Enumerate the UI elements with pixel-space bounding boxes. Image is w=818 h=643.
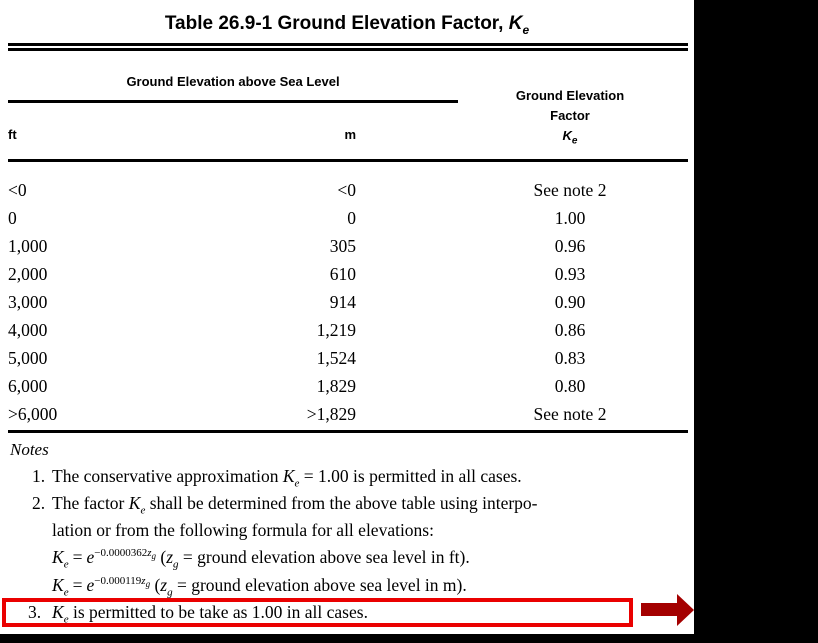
table-row: 5,000 1,524 0.83	[8, 348, 586, 368]
right-black-bar	[694, 0, 818, 643]
notes-heading: Notes	[10, 440, 49, 459]
column-header-m: m	[344, 127, 356, 142]
column-header-ft: ft	[8, 127, 17, 142]
table-row: 3,000 914 0.90	[8, 292, 586, 312]
table-row: 0 0 1.00	[8, 208, 586, 228]
elevation-table-body	[8, 176, 695, 428]
note-1: 1. The conservative approximation $K_e = 1.00$ is permitted in all cases.	[32, 466, 522, 490]
group-header-rule	[8, 100, 458, 103]
bottom-black-bar	[0, 634, 818, 643]
arrow-right-icon	[677, 594, 694, 626]
note-2-line-1: 2. The factor $K_e$ shall be determined from the above table using interpo-	[32, 493, 538, 517]
table-row: 2,000 610 0.93	[8, 264, 586, 284]
table-bottom-rule	[8, 430, 688, 433]
note-2-formula-m: $K_e = e^{-0.000119z_g}$ ($z_g$ = ground elevation above sea level in m).	[52, 575, 467, 599]
note-2-formula-ft: $K_e = e^{-0.0000362z_g}$ ($z_g$ = ground elevation above sea level in ft).	[52, 547, 470, 571]
factor-column-header: Ground Elevation Factor $K_e$	[515, 88, 625, 147]
table-row: 1,000 305 0.96	[8, 236, 586, 256]
table-top-double-rule	[8, 43, 688, 51]
table-row: <0 <0 See note 2	[8, 180, 607, 200]
table-row: 6,000 1,829 0.80	[8, 376, 586, 396]
arrow-right-icon	[641, 603, 678, 616]
note-2-line-2: lation or from the following formula for all elevations:	[52, 520, 434, 540]
column-group-header: Ground Elevation above Sea Level	[126, 74, 340, 89]
header-bottom-rule	[8, 159, 688, 162]
table-row: >6,000 >1,829 See note 2	[8, 404, 607, 424]
table-title: Table 26.9-1 Ground Elevation Factor, $K_e$	[164, 13, 530, 37]
table-row: 4,000 1,219 0.86	[8, 320, 586, 340]
highlight-box: 3. $K_e$ is permitted to be take as 1.00 in all cases.	[2, 598, 633, 627]
note-3: $K_e$ is permitted to be take as 1.00 in all cases.	[52, 602, 368, 626]
